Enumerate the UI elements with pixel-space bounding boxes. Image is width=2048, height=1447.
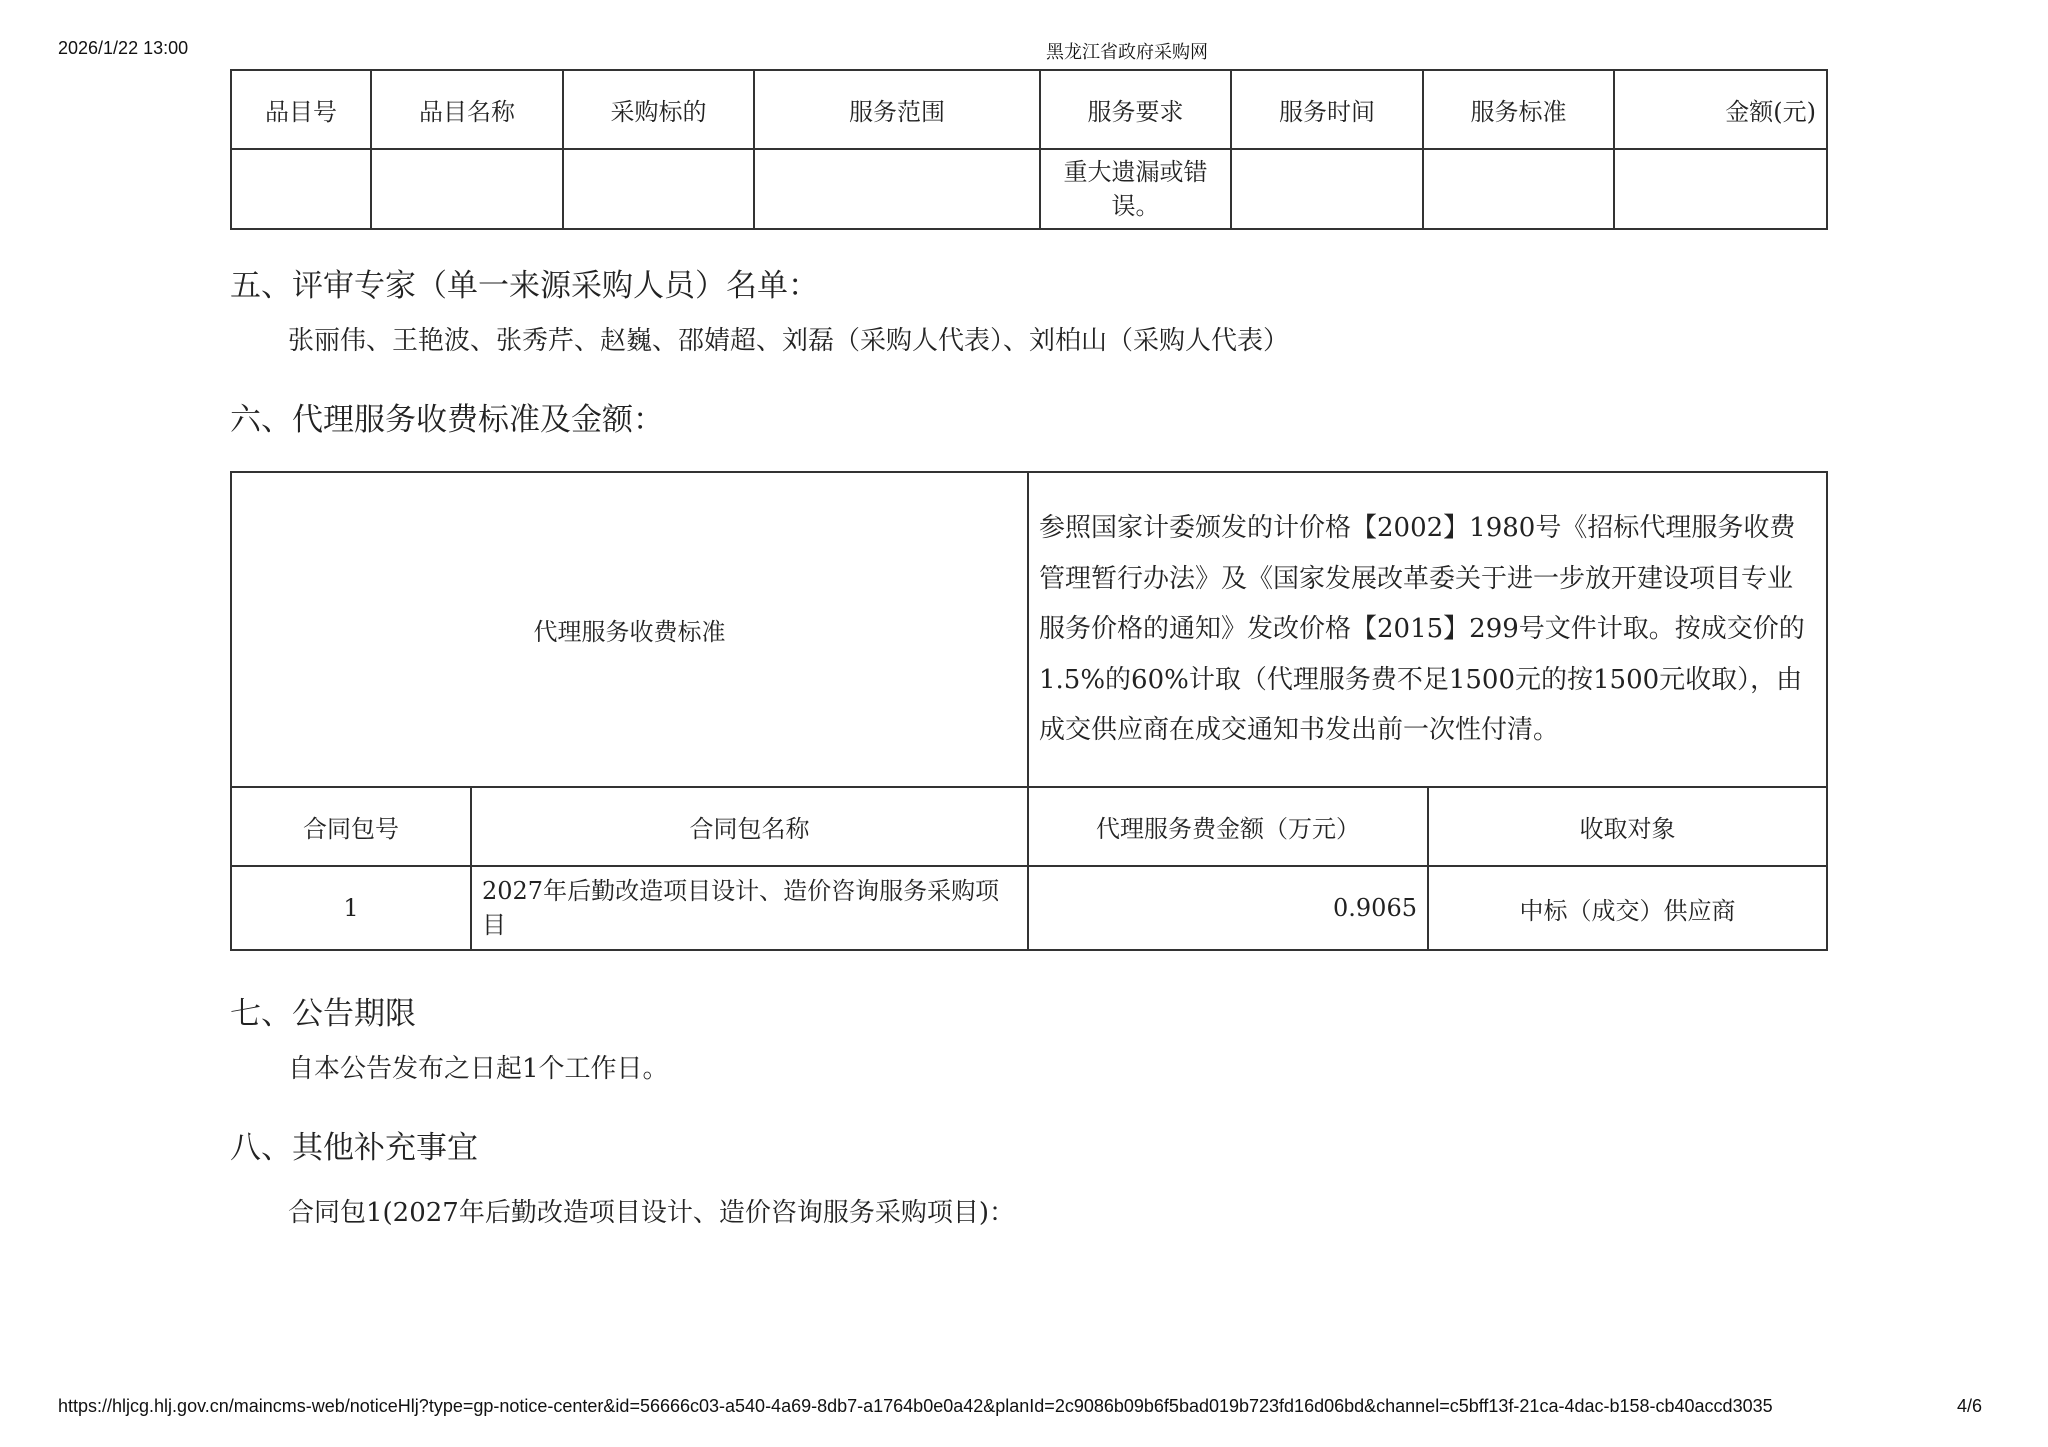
section7-heading: 七、公告期限 [230, 996, 416, 1032]
site-title: 黑龙江省政府采购网 [1046, 42, 1208, 62]
fee-header-cell: 合同包号 [231, 787, 471, 866]
items-header-cell: 服务范围 [754, 70, 1040, 149]
items-header-cell: 品目名称 [371, 70, 563, 149]
fee-header-cell: 收取对象 [1428, 787, 1827, 866]
items-header-cell: 服务标准 [1423, 70, 1614, 149]
items-cell [231, 149, 371, 229]
section5-heading: 五、评审专家（单一来源采购人员）名单： [230, 268, 819, 304]
package-name: 2027年后勤改造项目设计、造价咨询服务采购项目 [471, 866, 1028, 950]
supplement-text: 合同包1(2027年后勤改造项目设计、造价咨询服务采购项目)： [288, 1198, 1015, 1228]
fee-header-cell: 合同包名称 [471, 787, 1028, 866]
items-cell [1231, 149, 1423, 229]
table-row [231, 866, 1827, 950]
items-table-header-row [231, 70, 1827, 149]
section8-heading: 八、其他补充事宜 [230, 1130, 478, 1166]
items-header-cell: 采购标的 [563, 70, 754, 149]
fee-standard-label: 代理服务收费标准 [231, 472, 1028, 787]
fee-payer: 中标（成交）供应商 [1428, 866, 1827, 950]
page-number: 4/6 [1957, 1396, 1983, 1416]
package-number: 1 [231, 866, 471, 950]
fee-table-header-row [231, 787, 1827, 866]
page-url: https://hljcg.hlj.gov.cn/maincms-web/noticeHlj?type=gp-notice-center&id=56666c03-a540-4a69-8db7-a1764b0e0a42&planId=2c9086b09b6f5bad019b723fd16d06bd&channel=c5bff13f-21ca-4dac-b158-cb40accd3035 [58, 1396, 1773, 1416]
agency-fee-amount: 0.9065 [1028, 866, 1428, 950]
agency-fee-table [230, 471, 1828, 951]
fee-standard-text: 参照国家计委颁发的计价格【2002】1980号《招标代理服务收费管理暂行办法》及《国家发展改革委关于进一步放开建设项目专业服务价格的通知》发改价格【2015】299号文件计取。按成交价的1.5%的60%计取（代理服务费不足1500元的按1500元收取），由成交供应商在成交通知书发出前一次性付清。 [1028, 472, 1827, 787]
items-header-cell: 金额(元) [1614, 70, 1827, 149]
items-header-cell: 品目号 [231, 70, 371, 149]
section6-heading: 六、代理服务收费标准及金额： [230, 402, 664, 438]
items-cell [1614, 149, 1827, 229]
items-table [230, 69, 1828, 230]
items-cell-service-requirement: 重大遗漏或错误。 [1040, 149, 1231, 229]
items-cell [754, 149, 1040, 229]
items-cell [371, 149, 563, 229]
notice-period-text: 自本公告发布之日起1个工作日。 [288, 1054, 669, 1084]
fee-header-cell: 代理服务费金额（万元） [1028, 787, 1428, 866]
items-cell [1423, 149, 1614, 229]
expert-names: 张丽伟、王艳波、张秀芹、赵巍、邵婧超、刘磊（采购人代表）、刘柏山（采购人代表） [288, 326, 1290, 356]
table-row [231, 149, 1827, 229]
print-datetime: 2026/1/22 13:00 [58, 38, 189, 58]
fee-standard-row [231, 472, 1827, 787]
items-header-cell: 服务时间 [1231, 70, 1423, 149]
items-cell [563, 149, 754, 229]
items-header-cell: 服务要求 [1040, 70, 1231, 149]
